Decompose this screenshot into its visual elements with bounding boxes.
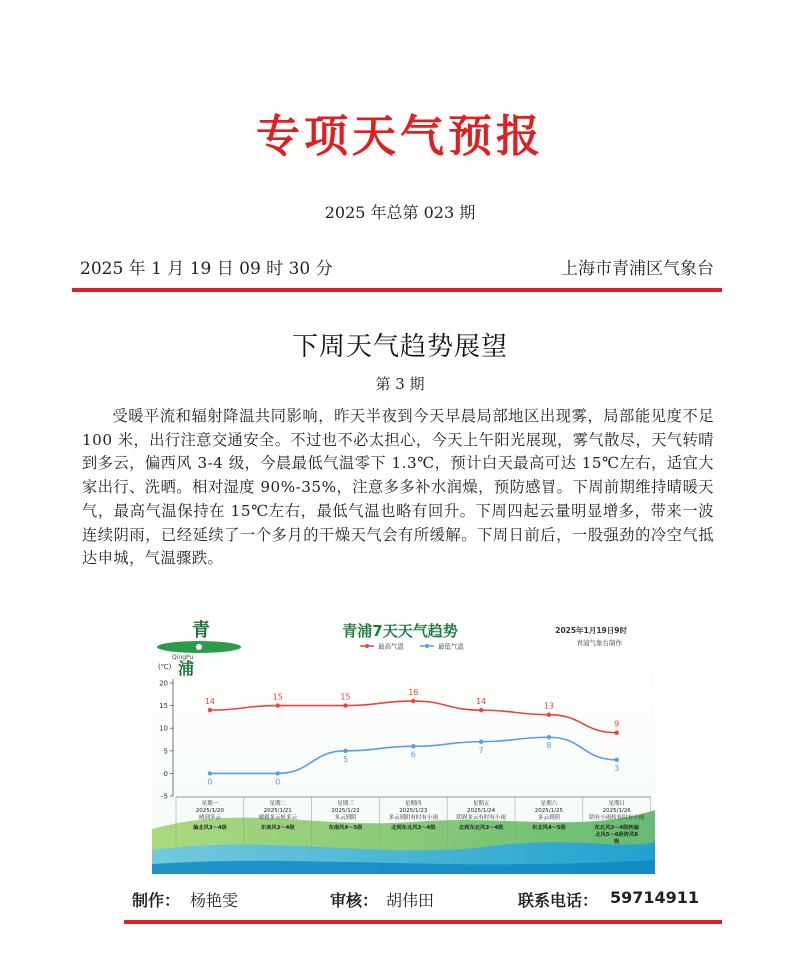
day-date: 2025/1/21 — [263, 808, 292, 814]
day-weekday: 星期六 — [540, 801, 558, 807]
data-point-1 — [208, 771, 212, 775]
data-label-0: 13 — [543, 701, 554, 711]
data-label-0: 15 — [340, 692, 351, 702]
data-point-0 — [411, 699, 415, 703]
day-date: 2025/1/22 — [331, 808, 360, 814]
phone-number: 59714911 — [610, 888, 700, 907]
data-label-1: 7 — [478, 745, 484, 755]
data-label-1: 5 — [342, 754, 349, 764]
data-point-1 — [479, 740, 483, 744]
weather-trend-infographic — [152, 614, 655, 874]
y-tick-label: 20 — [159, 679, 168, 688]
reviewer-label: 审核： — [330, 891, 379, 910]
day-date: 2025/1/20 — [195, 808, 225, 814]
logo-char-bottom: 浦 — [178, 659, 195, 678]
logo-char-top: 青 — [192, 620, 210, 641]
day-wind: 东南风4～5级 — [328, 825, 363, 831]
issuing-organization: 上海市青浦区气象台 — [561, 259, 714, 279]
issue-number: 2025 年总第 023 期 — [324, 203, 476, 222]
document-title: 专项天气预报 — [256, 111, 544, 162]
day-weekday: 星期一 — [201, 801, 219, 807]
day-wind: 东北风4～5级 — [531, 825, 566, 831]
day-weather: 多云到阴 — [537, 815, 560, 821]
legend-label-0: 最高气温 — [378, 642, 404, 651]
day-weather: 阴有小雨转有时有小雨 — [589, 815, 645, 821]
day-wind: 北到东北风3～4级 — [458, 825, 504, 831]
producer-label: 制作： — [132, 891, 181, 910]
section-title: 下周天气趋势展望 — [291, 332, 508, 362]
y-tick-label: -5 — [161, 792, 168, 801]
logo-dot — [196, 644, 202, 650]
y-tick-label: 0 — [163, 769, 168, 778]
data-point-0 — [208, 708, 212, 712]
producer-name: 杨艳雯 — [190, 891, 239, 910]
legend-marker-0 — [365, 644, 369, 648]
data-point-1 — [411, 744, 415, 748]
day-weekday: 星期五 — [472, 801, 490, 807]
header-divider — [72, 288, 722, 292]
data-label-0: 16 — [408, 688, 419, 698]
day-date: 2025/1/24 — [466, 808, 496, 814]
day-wind: 级 — [614, 839, 620, 845]
day-weekday: 星期四 — [405, 801, 422, 807]
issued-by: 青浦气象台制作 — [576, 639, 622, 647]
day-wind: 东南风3～4级 — [260, 825, 295, 831]
data-point-1 — [615, 758, 619, 762]
legend-label-1: 最低气温 — [438, 642, 464, 651]
legend-marker-1 — [425, 644, 429, 648]
data-point-1 — [547, 735, 551, 739]
reviewer-name: 胡伟田 — [386, 891, 435, 910]
day-weather: 阴到多云有时有小雨 — [456, 815, 506, 821]
period-number: 第 3 期 — [375, 375, 425, 393]
data-point-0 — [615, 731, 619, 735]
footer-divider — [124, 920, 722, 924]
issued-time: 2025年1月19日9时 — [555, 626, 627, 635]
day-weather: 多云到阴 — [334, 815, 357, 821]
data-point-0 — [479, 708, 483, 712]
day-weather: 晴到多云 — [198, 815, 221, 821]
data-label-1: 0 — [207, 777, 213, 787]
logo-small-text: QingPu — [172, 654, 194, 661]
issue-datetime: 2025 年 1 月 19 日 09 时 30 分 — [80, 259, 333, 279]
day-date: 2025/1/23 — [399, 808, 428, 814]
day-date: 2025/1/25 — [534, 808, 564, 814]
data-point-0 — [547, 712, 551, 716]
y-tick-label: 5 — [163, 747, 168, 756]
forecast-paragraph: 受暖平流和辐射降温共同影响，昨天半夜到今天早晨局部地区出现雾，局部能见度不足 100 米，出行注意交通安全。不过也不必太担心，今天上午阳光展现，雾气散尽，天气转晴到多云，偏西风 3-4 级，今晨最低气温零下 1.3℃，预计白天最高可达 15℃左右，适宜大家出行、洗晒。相对湿度 90%-35%，注意多多补水润燥，预防感冒。下周前期维持晴暖天气，最高气温保持在 15℃左右，最低气温也略有回升。下周四起云量明显增多，带来一波连续阴雨，已经延续了一个多月的干燥天气会有所缓解。下周日前后，一股强劲的冷空气抵达申城，气温骤跌。 — [82, 407, 714, 568]
y-axis-unit: (℃) — [158, 663, 172, 671]
day-wind: 北到东北风3～4级 — [391, 825, 436, 831]
day-weekday: 星期日 — [608, 801, 625, 807]
day-weather: 多云到阴有时有小雨 — [388, 815, 439, 821]
day-wind: 东北风3～4级转偏 — [594, 825, 639, 831]
data-point-0 — [276, 703, 280, 707]
data-label-0: 9 — [614, 719, 620, 729]
data-label-1: 3 — [614, 763, 620, 773]
y-tick-label: 10 — [159, 724, 168, 733]
data-label-0: 14 — [204, 697, 215, 707]
day-weather: 晴到多云转多云 — [258, 815, 297, 821]
day-weekday: 星期三 — [337, 801, 354, 807]
data-point-1 — [276, 771, 280, 775]
phone-label: 联系电话： — [518, 891, 599, 910]
data-label-1: 8 — [546, 741, 552, 751]
y-tick-label: 15 — [159, 702, 168, 711]
data-label-0: 15 — [272, 692, 283, 702]
data-point-1 — [343, 749, 347, 753]
infographic-title: 青浦7天天气趋势 — [342, 622, 458, 640]
data-point-0 — [343, 703, 347, 707]
day-date: 2025/1/26 — [602, 808, 631, 814]
data-label-1: 6 — [410, 750, 416, 760]
day-wind: 偏北风3～4级 — [192, 825, 227, 831]
day-weekday: 星期二 — [269, 801, 286, 807]
day-wind: 北风5～6级阵风8 — [595, 832, 639, 838]
data-label-1: 0 — [275, 777, 281, 787]
data-label-0: 14 — [476, 697, 487, 707]
